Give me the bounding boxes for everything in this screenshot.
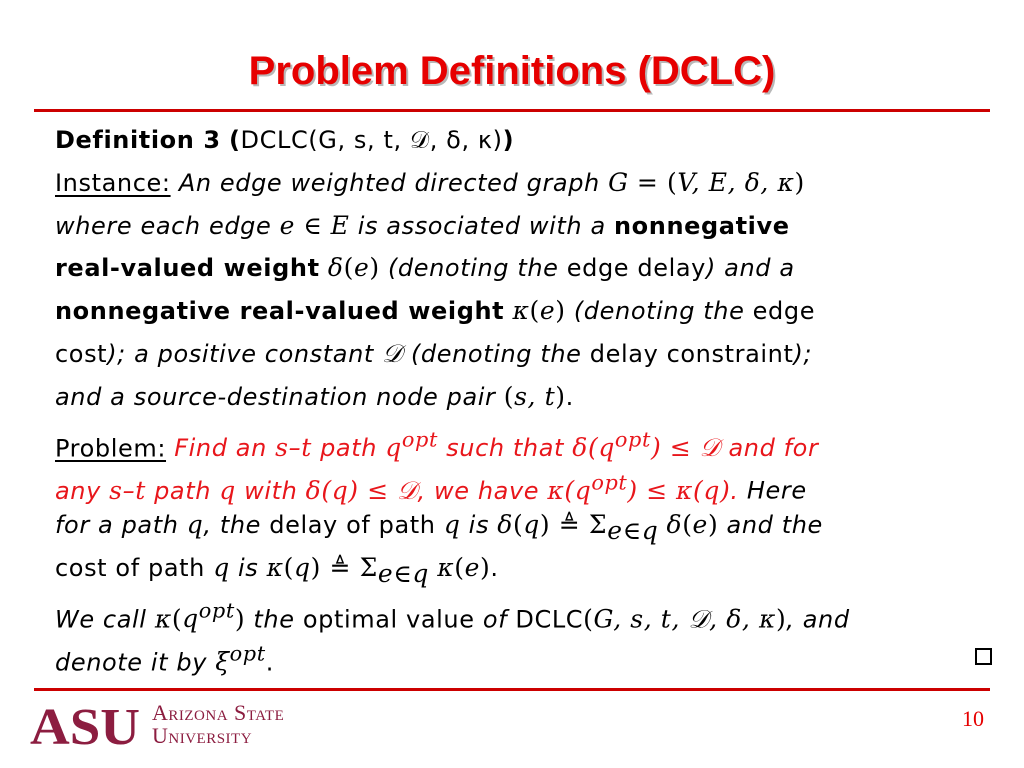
- definition-line-11: We call $\kappa(q^{opt})$ the optimal value of DCLC(G, s, t, 𝒟, δ, κ), and: [55, 598, 850, 634]
- university-name-line1: Arizona State: [152, 700, 285, 725]
- university-name-line2: University: [152, 723, 253, 748]
- asu-logo-mark: ASU: [30, 702, 140, 748]
- qed-box-icon: [975, 648, 992, 665]
- page-number: 10: [962, 706, 984, 731]
- footer-divider: [34, 688, 990, 691]
- definition-line-9: for a path q, the delay of path q is δ(q) ≜ $\Sigma_{e\in q}$ δ(e) and the: [55, 510, 823, 545]
- definition-line-4: nonnegative real-valued weight κ(e) (denoting the edge: [55, 296, 816, 326]
- slide-title: Problem Definitions (DCLC): [248, 49, 776, 93]
- definition-line-5: cost); a positive constant 𝒟 (denoting the delay constraint);: [55, 338, 813, 368]
- definition-heading: Definition 3 (DCLC(G, s, t, 𝒟, δ, κ)): [55, 126, 515, 154]
- definition-line-2: where each edge e ∈ E is associated with a nonnegative: [55, 210, 790, 240]
- definition-line-12: denote it by $\xi^{opt}$.: [55, 641, 274, 676]
- definition-line-7: Problem: Find an s–t path $q^{opt}$ such that $\delta(q^{opt})$ ≤ 𝒟 and for: [55, 427, 819, 462]
- definition-line-3: real-valued weight δ(e) (denoting the edge delay) and a: [55, 253, 795, 283]
- definition-line-10: cost of path q is κ(q) ≜ $\Sigma_{e\in q}$ κ(e).: [55, 552, 499, 588]
- definition-line-1: Instance: An edge weighted directed graph G = (V, E, δ, κ): [55, 167, 805, 197]
- title-divider: [34, 109, 990, 112]
- definition-body: [55, 119, 975, 675]
- definition-line-6: and a source-destination node pair (s, t).: [55, 381, 574, 411]
- asu-logo: [30, 702, 142, 748]
- definition-line-8: any s–t path q with δ(q) ≤ 𝒟, we have $\kappa(q^{opt}) \le \kappa(q)$. Here: [55, 470, 807, 505]
- university-name: [152, 701, 284, 747]
